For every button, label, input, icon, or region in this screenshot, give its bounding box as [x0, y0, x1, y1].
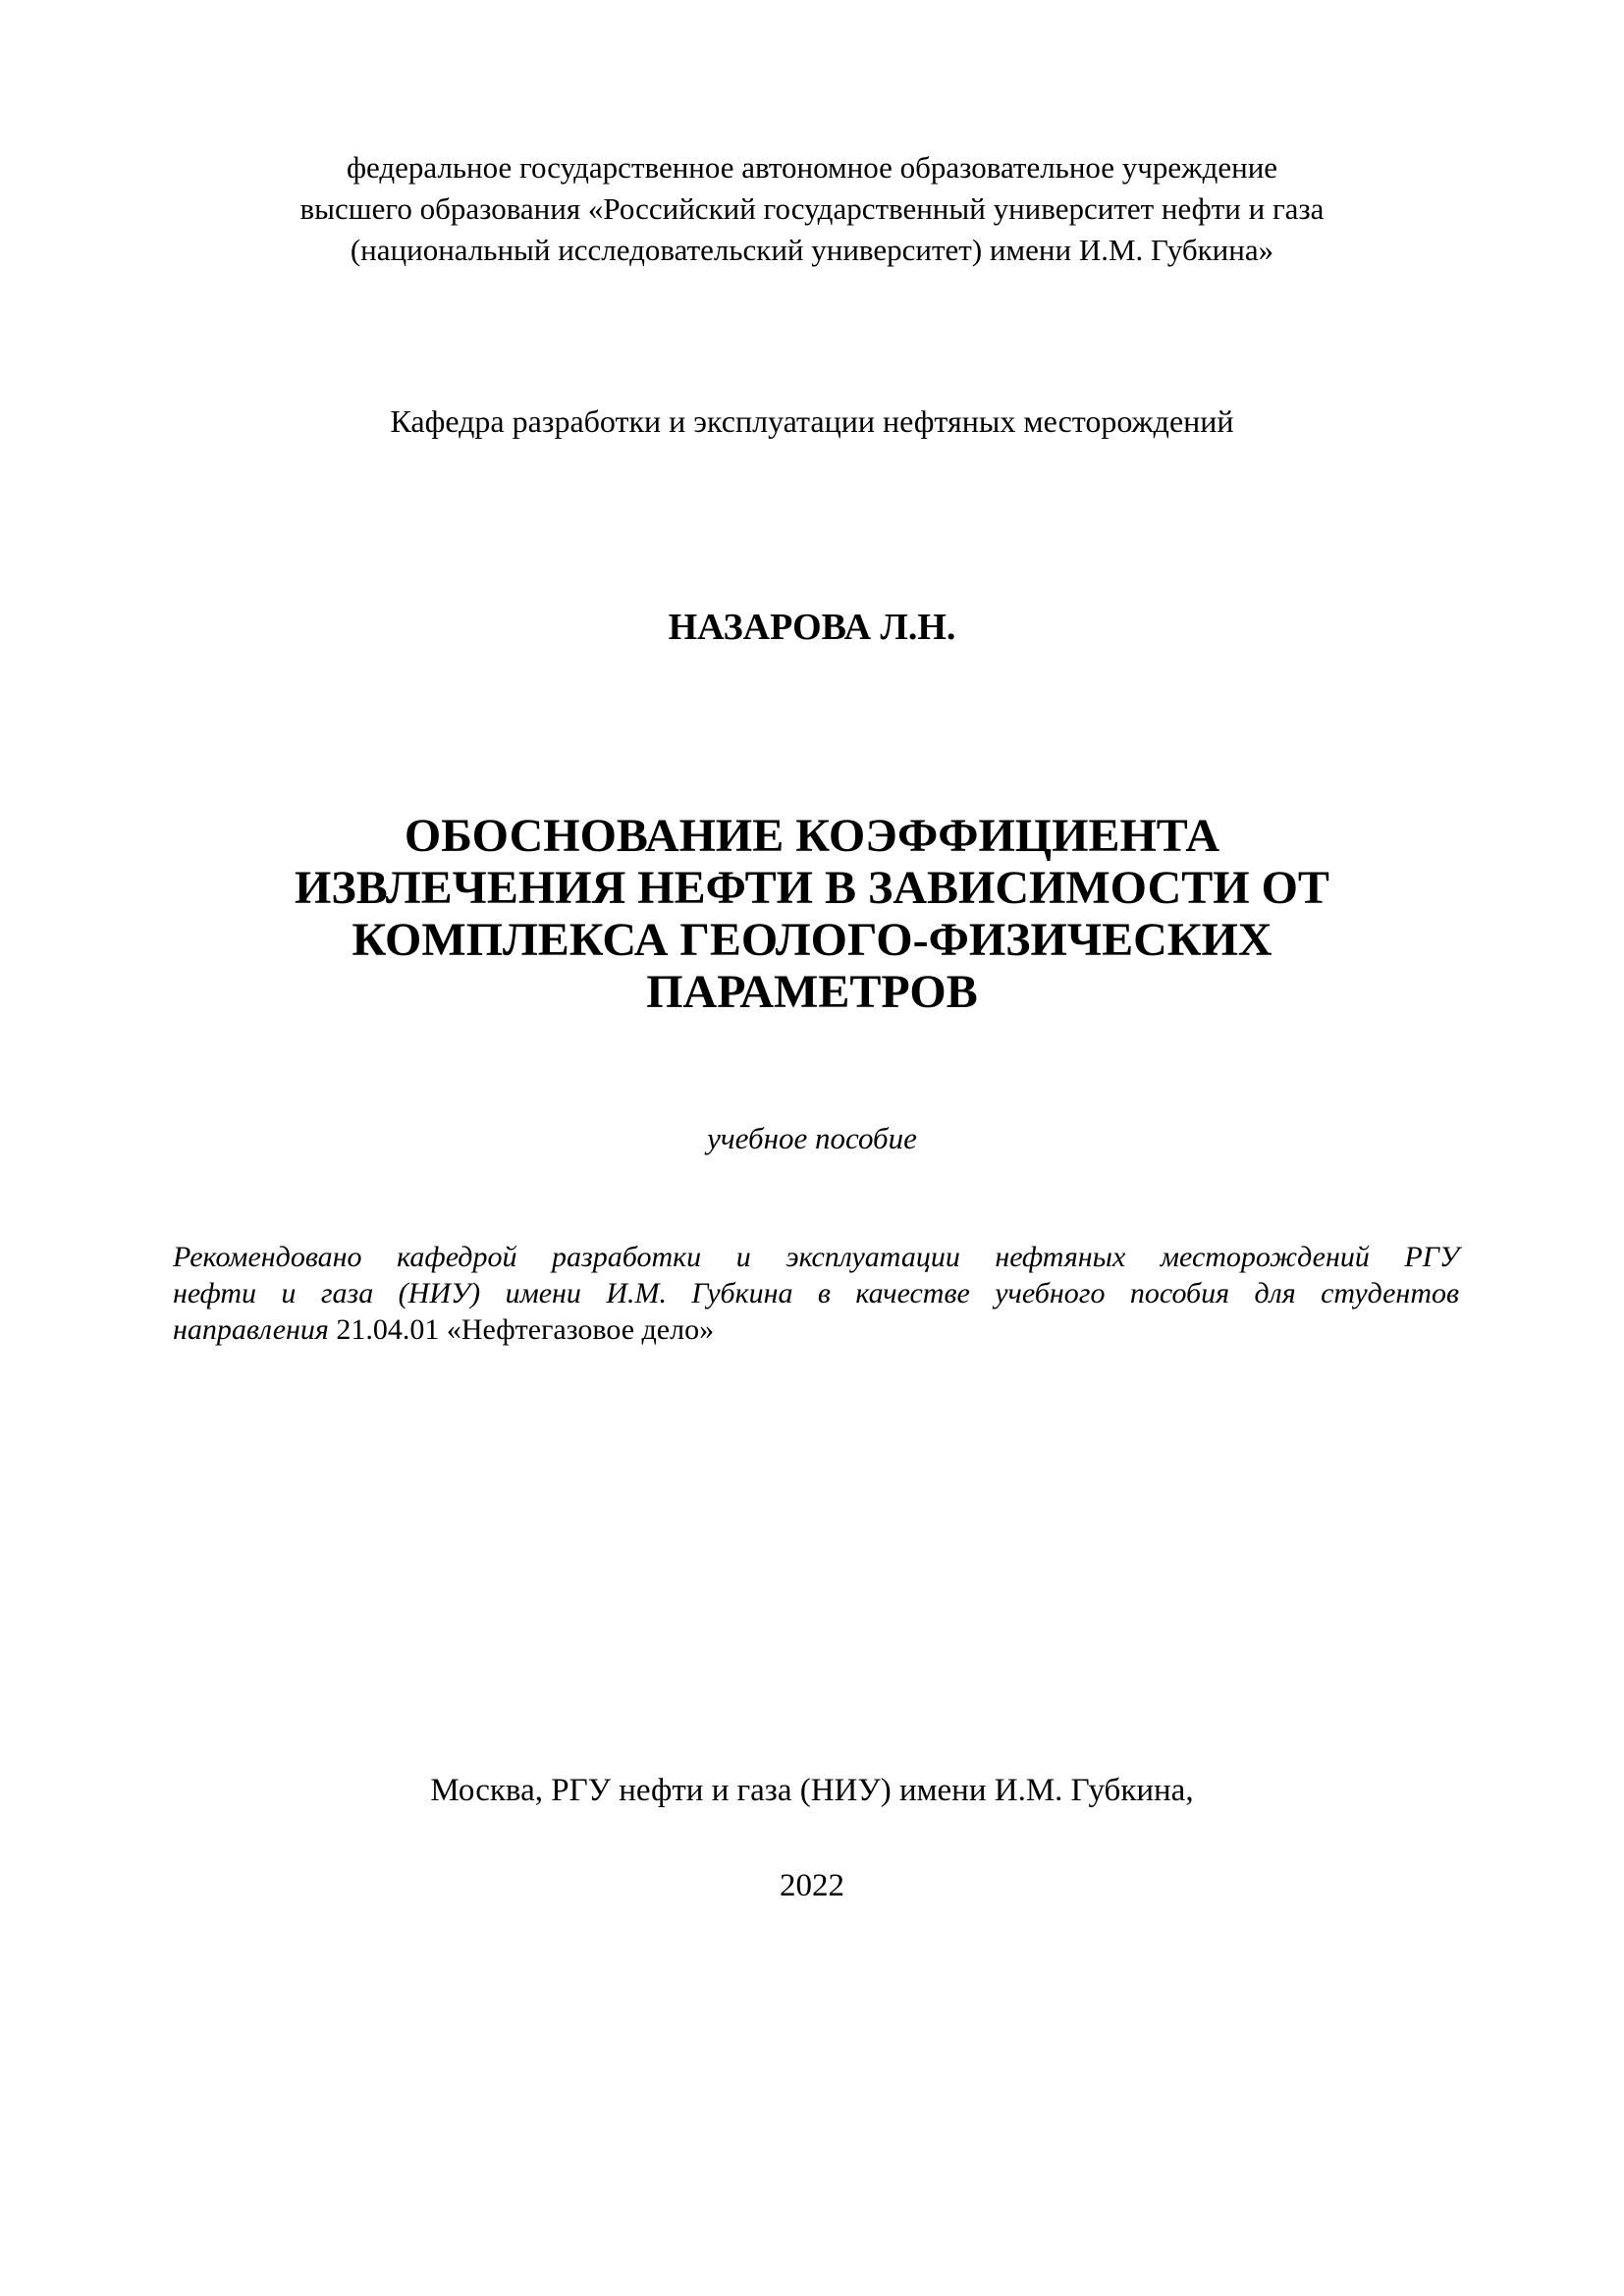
institution-line: (национальный исследовательский университет) имени И.М. Губкина» [350, 233, 1274, 267]
document-type: учебное пособие [707, 1121, 917, 1155]
imprint-year: 2022 [780, 1868, 844, 1903]
document-title [0, 810, 1624, 1018]
recommendation-line: Рекомендовано кафедрой разработки и эксплуатации нефтяных месторождений РГУ [173, 1241, 1459, 1273]
recommendation-program-code: 21.04.01 «Нефтегазовое дело» [328, 1313, 715, 1346]
recommendation-line: нефти и газа (НИУ) имени И.М. Губкина в качестве учебного пособия для студентов [173, 1277, 1459, 1309]
title-line: ИЗВЛЕЧЕНИЯ НЕФТИ В ЗАВИСИМОСТИ ОТ [295, 862, 1329, 914]
institution-header [0, 147, 1624, 271]
institution-line: федеральное государственное автономное образовательное учреждение [346, 150, 1278, 185]
title-line: ОБОСНОВАНИЕ КОЭФФИЦИЕНТА [404, 810, 1220, 862]
title-line: КОМПЛЕКСА ГЕОЛОГО-ФИЗИЧЕСКИХ [352, 914, 1272, 966]
institution-line: высшего образования «Российский государственный университет нефти и газа [299, 191, 1325, 226]
department-name: Кафедра разработки и эксплуатации нефтяных месторождений [390, 403, 1234, 439]
author-name: НАЗАРОВА Л.Н. [668, 607, 956, 648]
recommendation-line [173, 1311, 1459, 1348]
recommendation-text [173, 1239, 1459, 1348]
title-line: ПАРАМЕТРОВ [646, 966, 978, 1018]
imprint-city-publisher: Москва, РГУ нефти и газа (НИУ) имени И.М. Губкина, [430, 1773, 1194, 1808]
recommendation-direction-label: направления [173, 1313, 329, 1346]
